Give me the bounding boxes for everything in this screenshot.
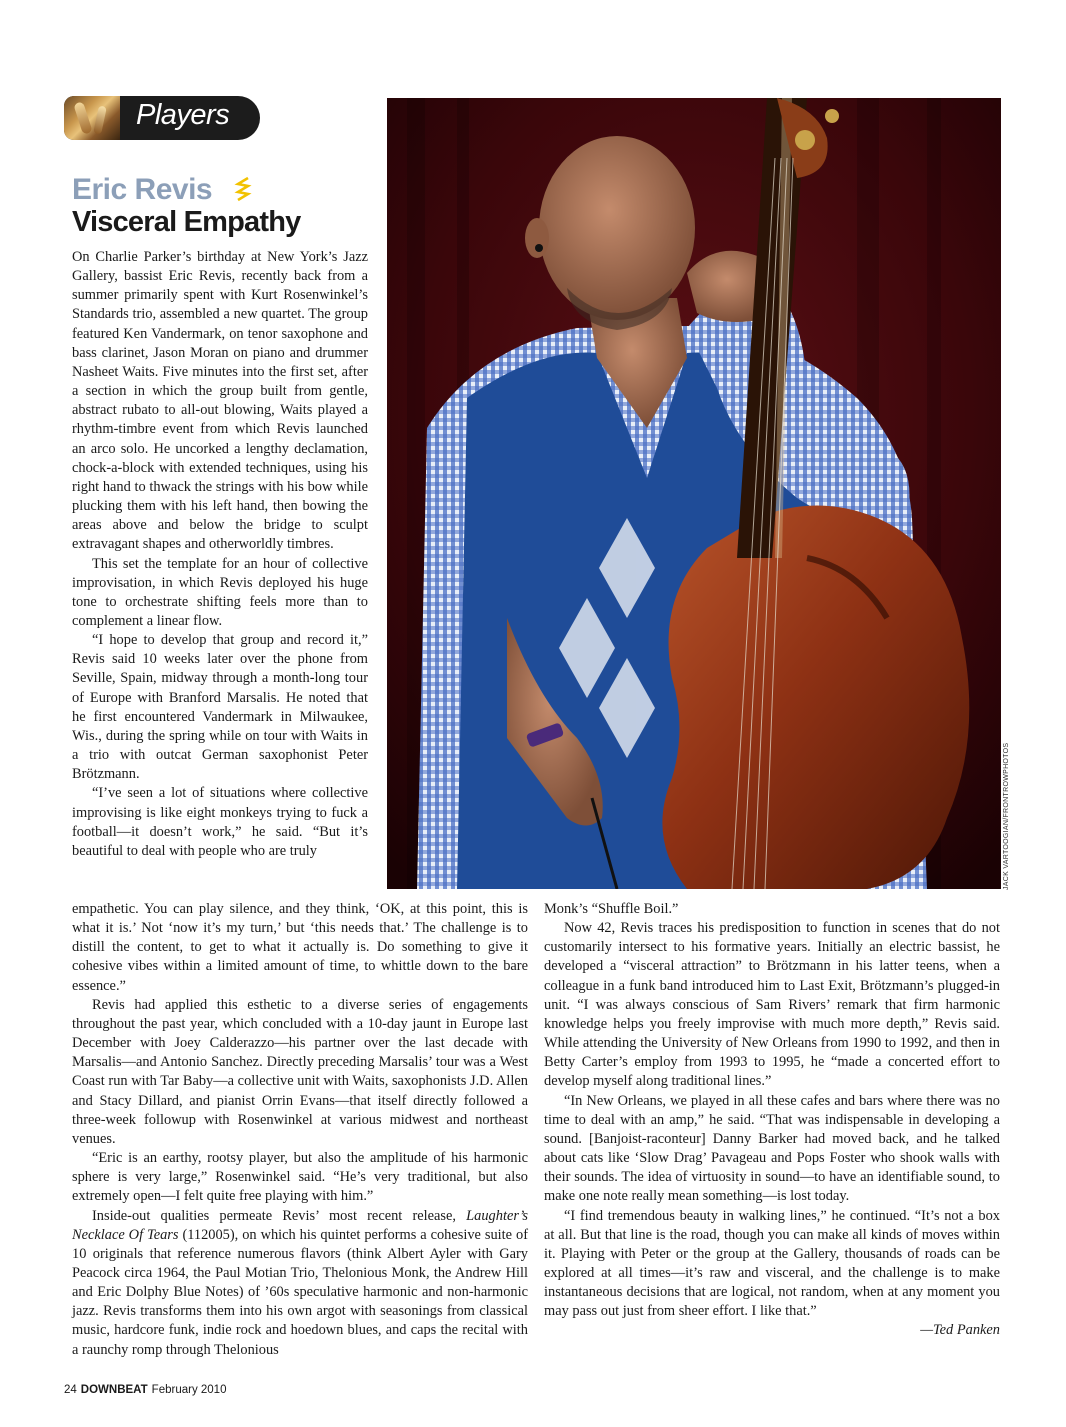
paragraph: “I hope to develop that group and record it,” Revis said 10 weeks later over the phone from Seville, Spain, midway through a month-long tour of Europe with Branford Marsalis. He noted that he first encountered Vandermark in Milwaukee, Wis., during the spring while on tour with Waits in a trio with outcat German saxophonist Peter Brötzmann.: [72, 632, 368, 783]
saxophone-art-icon: [64, 96, 120, 140]
paragraph: Revis had applied this esthetic to a diverse series of engagements throughout the past year, which concluded with a 10-day jaunt in Europe last December with Joey Calderazzo—his partner over the last decade with Marsalis—and Antonio Sanchez. Directly preceding Marsalis’ tour was a West Coast run with Tar Baby—a collective unit with Waits, saxophonists J.D. Allen and Stacy Dillard, and pianist Orrin Evans—that itself directly followed a three-week followup with Rosenwinkel at various midwest and northeast venues.: [72, 996, 528, 1147]
issue-date: February 2010: [151, 1384, 227, 1396]
paragraph: “I’ve seen a lot of situations where collective improvising is like eight monkeys trying to fuck a football—it doesn’t work,” he said. “But it’s beautiful to deal with people who are truly: [72, 785, 368, 859]
paragraph: “Eric is an earthy, rootsy player, but also the amplitude of his harmonic sphere is very large,” Rosenwinkel said. “He’s very traditional, but also extremely open—I felt quite free playing with him.”: [72, 1150, 528, 1205]
bassist-photo-illustration: [387, 98, 1001, 889]
text-run: (112005), on which his quintet performs a cohesive suite of 10 originals that reference numerous flavors (think Albert Ayler with Gary Peacock circa 1964, the Paul Motian Trio, Thelonious Monk, the Andrew Hill and Eric Dolphy Blue Notes) of ’60s speculative harmonic and non-harmonic jazz. Revis transforms them into his own argot with seasonings from classical music, hardcore funk, indie rock and hoedown blues, and caps the recital with a raunchy romp through Thelonious: [72, 1226, 529, 1358]
paragraph: [72, 1207, 528, 1360]
artist-name: Eric Revis: [72, 173, 213, 206]
photo-credit: JACK VARTOOGIAN/FRONTROWPHOTOS: [1003, 742, 1010, 890]
sound-wave-icon: [234, 176, 254, 204]
paragraph: Now 42, Revis traces his predisposition to function in scenes that do not customarily intersect to his formative years. Initially an electric bassist, he developed a “visceral attraction” to Brötzmann in his latter teens, when a colleague in a funk band introduced him to Last Exit, Brötzmann’s plugged-in unit. “I was always conscious of Sam Rivers’ remark that firm harmonic knowledge helps you freely improvise with much more depth,” Revis said. While attending the University of New Orleans from 1990 to 1992, and then in Betty Carter’s employ from 1993 to 1995, he “made a concerted effort to develop myself along traditional lines.”: [544, 920, 1000, 1090]
page-number: 24: [64, 1384, 77, 1396]
paragraph: Monk’s “Shuffle Boil.”: [544, 901, 679, 917]
section-label: Players: [136, 99, 230, 131]
article-column-middle: [72, 900, 528, 1360]
section-tab: [64, 96, 260, 140]
artist-name-line: [72, 173, 212, 209]
byline: —Ted Panken: [920, 1322, 1000, 1339]
paragraph: On Charlie Parker’s birthday at New York’s Jazz Gallery, bassist Eric Revis, recently back from a summer primarily spent with Kurt Rosenwinkel’s Standards trio, assembled a new quartet. The group featured Ken Vandermark, on tenor saxophone and bass clarinet, Jason Moran on piano and drummer Nasheet Waits. Five minutes into the first set, after a section in which the group built from gentle, abstract rubato to all-out blowing, Waits played a rhythm-timbre event from which Revis launched an arco solo. He uncorked a lengthy declamation, chock-a-block with extended techniques, using his right hand to thwack the strings with his bow while plucking them with his left hand, then bowing the areas above and below the bridge to sculpt extravagant shapes and otherworldly timbres.: [72, 249, 368, 553]
album-title: Laughter’s Necklace Of Tears: [72, 1207, 528, 1243]
paragraph: “I find tremendous beauty in walking lines,” he continued. “It’s not a box at all. But that line is the road, though you can make all kinds of moves within it. Playing with Peter or the group at the Gallery, thousands of roads can be explored at all times—it’s raw and visceral, and the challenge is to make instantaneous decisions that are logical, not random, when at any moment you may pass out just from sheer effort. I like that.”: [544, 1207, 1000, 1320]
article-column-right: [544, 900, 1000, 1341]
photo-bassist: [387, 98, 1001, 889]
paragraph: “In New Orleans, we played in all these cafes and bars where there was no time to deal with an amp,” he said. “That was indispensable in developing a sound. [Banjoist-raconteur] Danny Barker had moved back, and he talked about cats like ‘Slow Drag’ Pavageau and Pops Foster who shook walls with their sounds. The idea of virtuosity in sound—to have an identifiable sound, to make one note really mean something—is lost today.: [544, 1092, 1000, 1205]
paragraph: This set the template for an hour of collective improvisation, in which Revis deployed his huge tone to orchestrate shifting feels more than to complement a linear flow.: [72, 555, 368, 629]
folio: [64, 1384, 226, 1396]
article-column-left: [72, 248, 368, 861]
paragraph: empathetic. You can play silence, and they think, ‘OK, at this point, this is what it is.’ Not ‘now it’s my turn,’ but ‘this needs that.’ The challenge is to distill the content, to get to what it actually is. Do something to give it cohesive vibes within a limited amount of time, to whittle down to the bare essence.”: [72, 901, 528, 994]
magazine-name: DOWNBEAT: [80, 1384, 148, 1396]
headline: Visceral Empathy: [72, 206, 301, 238]
text-run: Inside-out qualities permeate Revis’ most recent release,: [92, 1207, 467, 1224]
